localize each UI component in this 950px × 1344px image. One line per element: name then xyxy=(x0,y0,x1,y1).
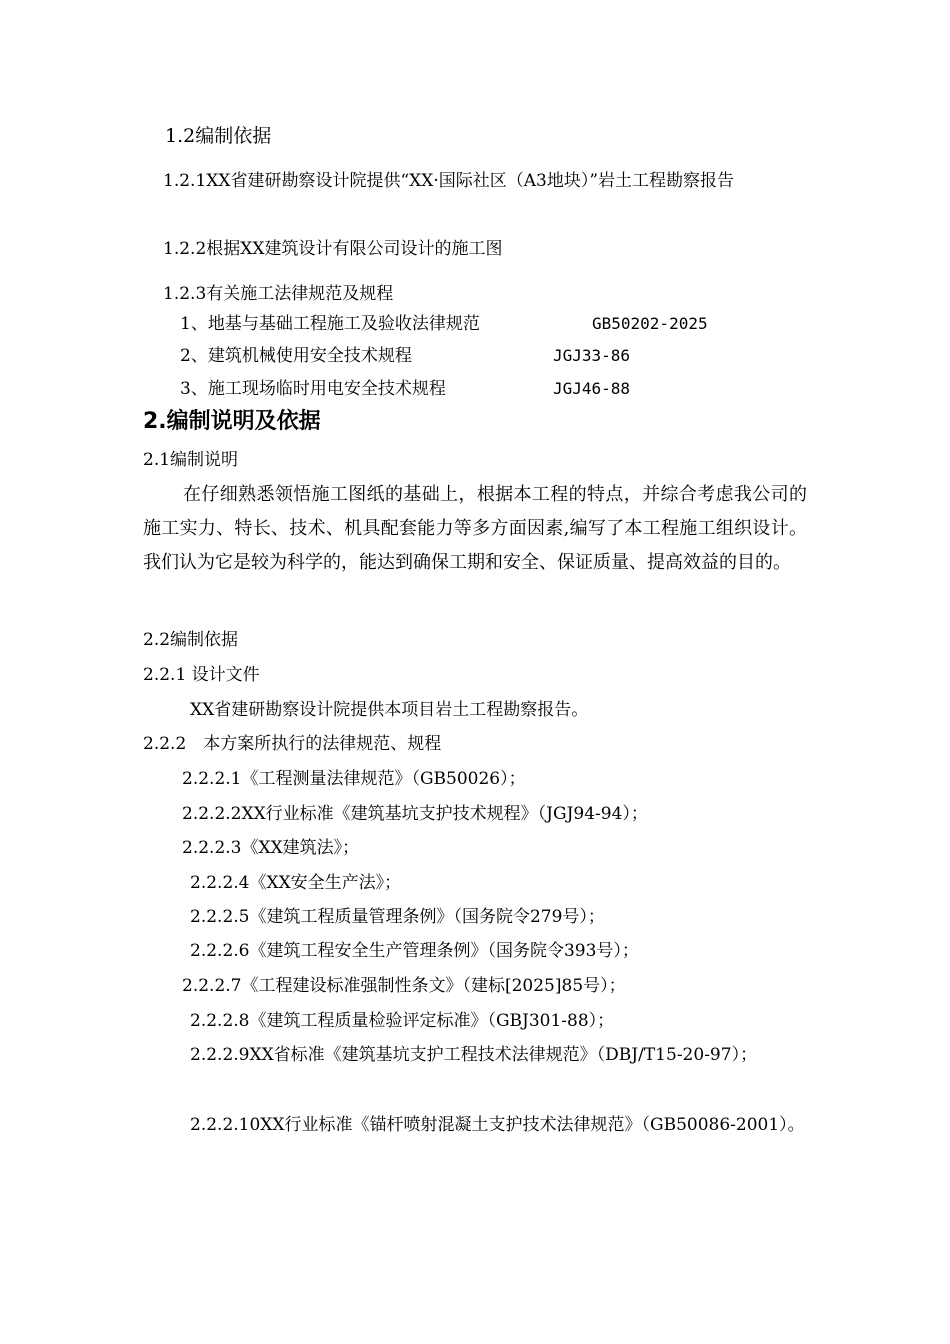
standard-code: GB50202-2025 xyxy=(592,314,708,333)
section-1-2-1-text: 1.2.1XX省建研勘察设计院提供“XX·国际社区（A3地块）”岩土工程勘察报告 xyxy=(163,171,735,191)
regulation-item: 2.2.2.3《XX建筑法》； xyxy=(182,838,360,858)
standard-name: 1、地基与基础工程施工及验收法律规范 xyxy=(180,314,480,334)
regulation-item: 2.2.2.5《建筑工程质量管理条例》（国务院令279号）； xyxy=(190,907,605,927)
standard-name: 3、施工现场临时用电安全技术规程 xyxy=(180,379,446,399)
regulation-item: 2.2.2.9XX省标准《建筑基坑支护工程技术法律规范》（DBJ/T15-20-97）； xyxy=(190,1045,758,1065)
section-1-2-2-text: 1.2.2根据XX建筑设计有限公司设计的施工图 xyxy=(163,239,503,259)
section-2-2-1-title: 2.2.1 设计文件 xyxy=(143,665,260,685)
regulation-item: 2.2.2.1《工程测量法律规范》（GB50026）； xyxy=(182,769,526,789)
standard-name: 2、建筑机械使用安全技术规程 xyxy=(180,346,412,366)
section-2-2-2-title: 2.2.2 本方案所执行的法律规范、规程 xyxy=(143,734,442,754)
section-1-2-3-text: 1.2.3有关施工法律规范及规程 xyxy=(163,284,394,304)
section-2-1-title: 2.1编制说明 xyxy=(143,450,239,470)
regulation-item: 2.2.2.6《建筑工程安全生产管理条例》（国务院令393号）； xyxy=(190,941,639,961)
regulation-item: 2.2.2.8《建筑工程质量检验评定标准》（GBJ301-88）； xyxy=(190,1011,615,1031)
section-2-2-1-text: XX省建研勘察设计院提供本项目岩土工程勘察报告。 xyxy=(190,700,589,720)
regulation-item: 2.2.2.2XX行业标准《建筑基坑支护技术规程》（JGJ94-94）； xyxy=(182,804,648,824)
section-1-2-title: 1.2编制依据 xyxy=(165,125,272,147)
standard-code: JGJ46-88 xyxy=(553,379,631,398)
standard-code: JGJ33-86 xyxy=(553,346,631,365)
regulation-item: 2.2.2.7《工程建设标准强制性条文》（建标[2025]85号）； xyxy=(182,976,626,996)
section-2-2-title: 2.2编制依据 xyxy=(143,630,239,650)
section-2-1-paragraph: 在仔细熟悉领悟施工图纸的基础上，根据本工程的特点，并综合考虑我公司的施工实力、特长、技术、机具配套能力等多方面因素,编写了本工程施工组织设计。我们认为它是较为科学的，能达到确保工期和安全、保证质量、提高效益的目的。 xyxy=(143,484,807,573)
section-2-heading: 2.编制说明及依据 xyxy=(143,409,321,434)
regulation-item: 2.2.2.4《XX安全生产法》； xyxy=(190,873,402,893)
regulation-item: 2.2.2.10XX行业标准《锚杆喷射混凝土支护技术法律规范》（GB50086-2001）。 xyxy=(190,1115,805,1135)
